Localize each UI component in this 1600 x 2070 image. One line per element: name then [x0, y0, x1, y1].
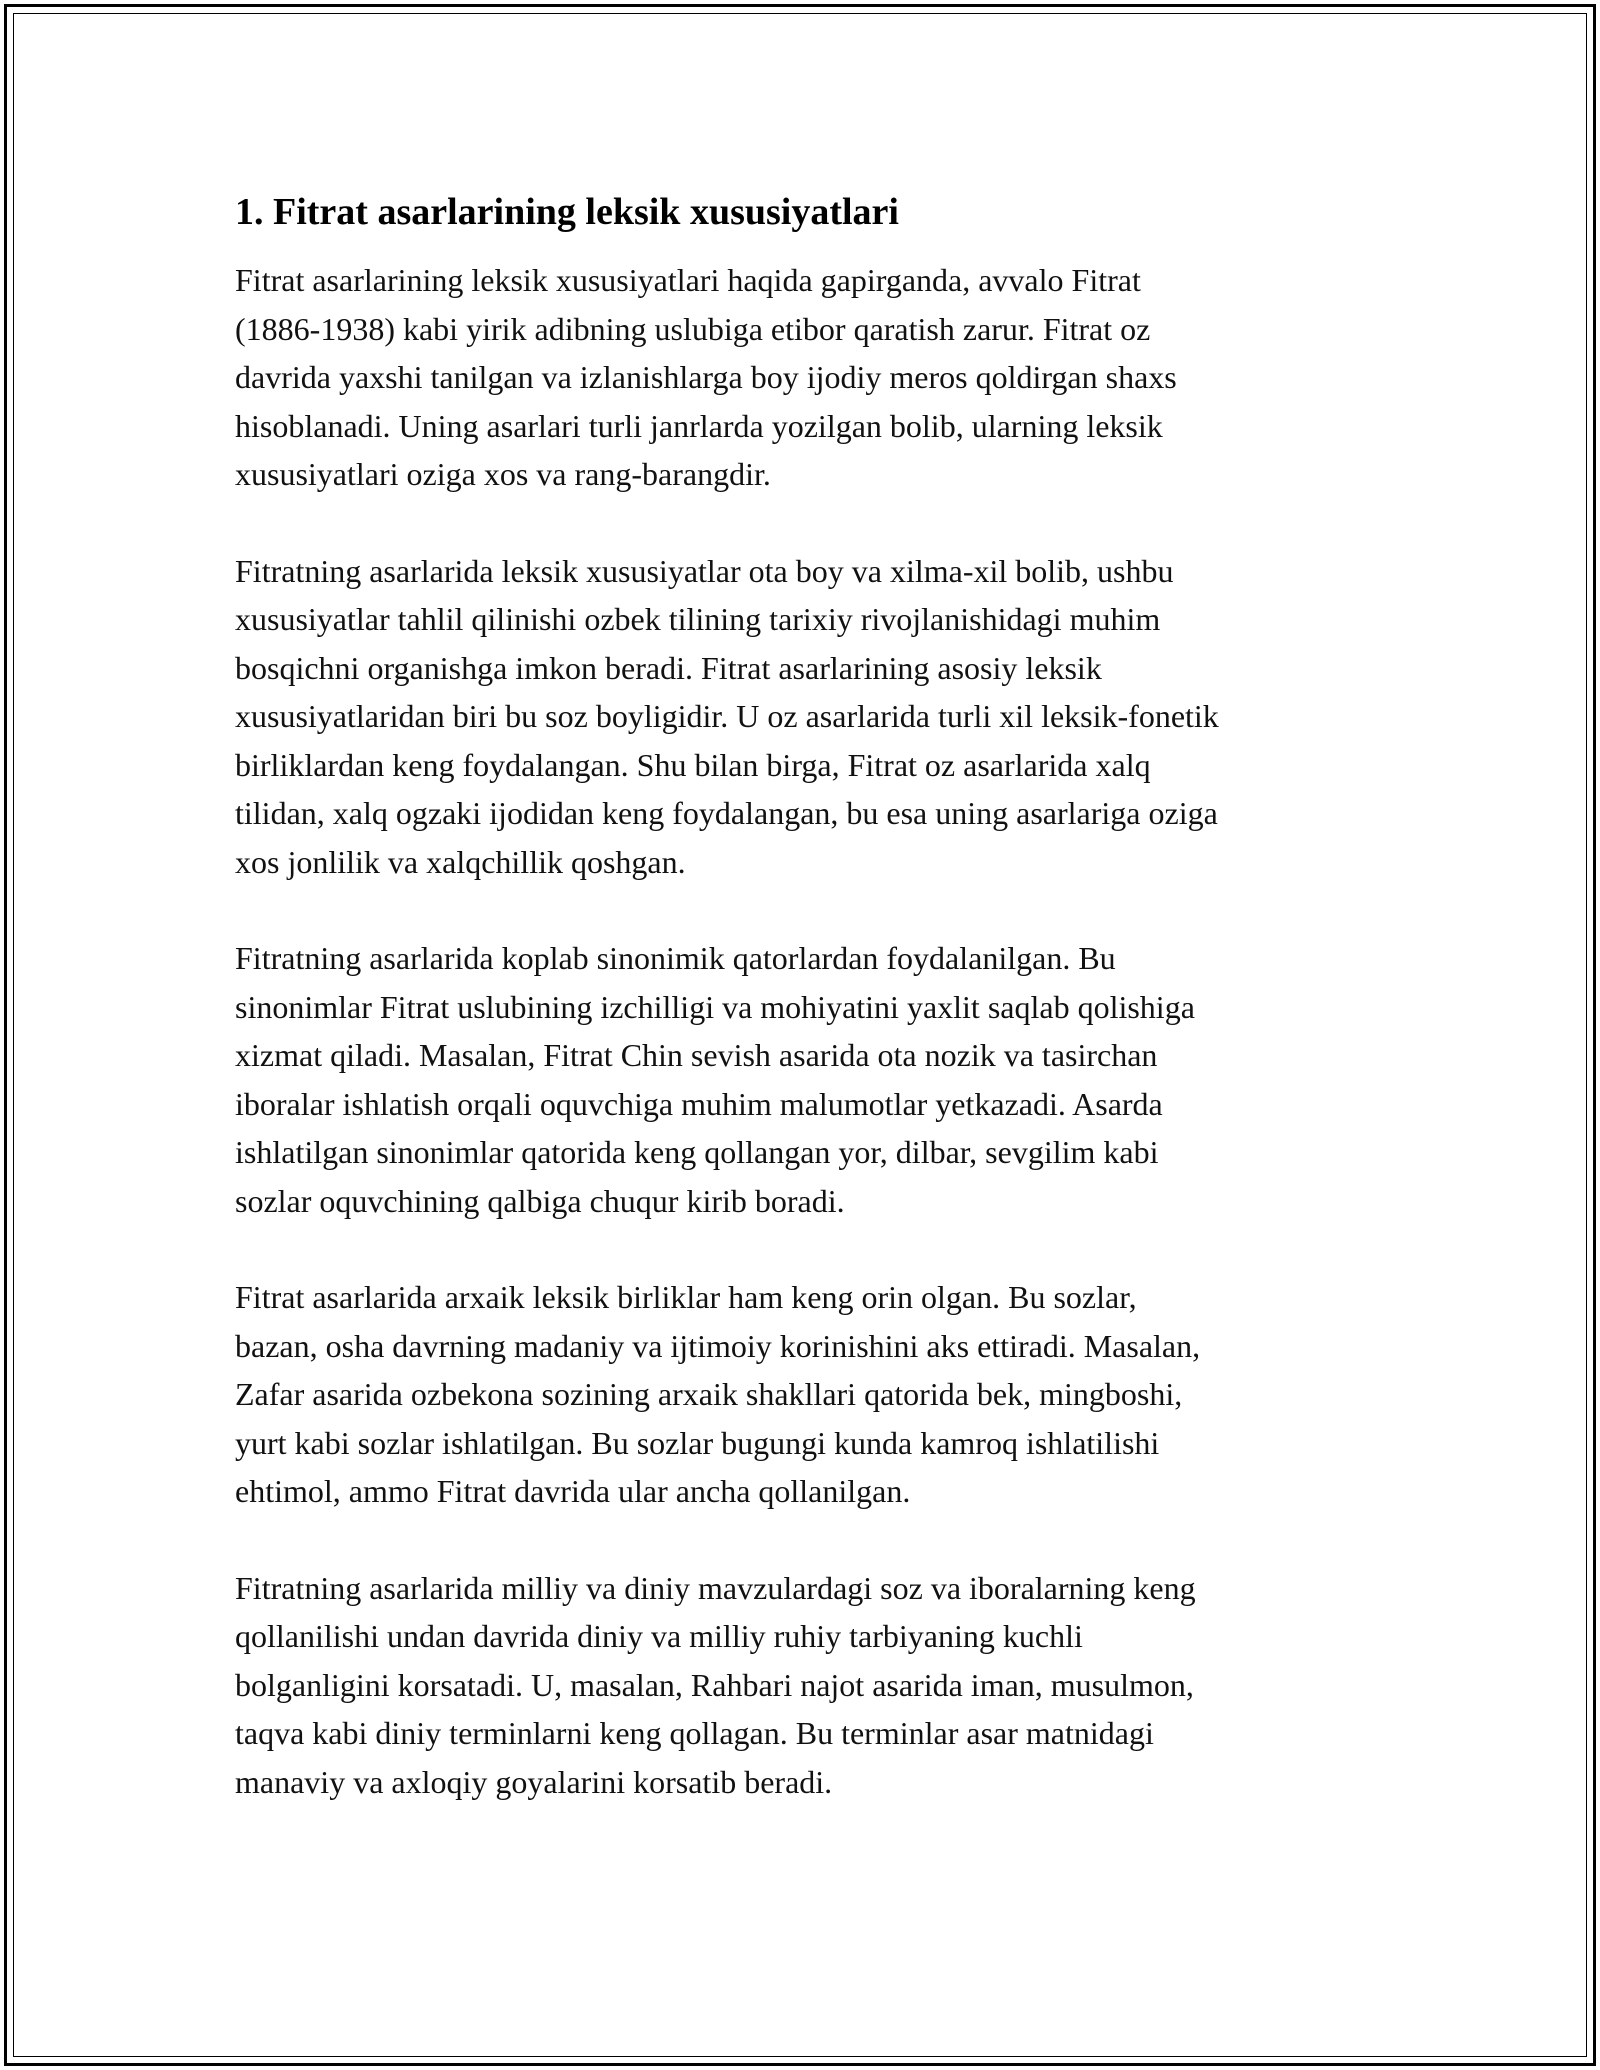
text-line: sinonimlar Fitrat uslubining izchilligi va mohiyatini yaxlit saqlab qolishiga	[235, 988, 1195, 1025]
text-line: bosqichni organishga imkon beradi. Fitrat asarlarining asosiy leksik	[235, 649, 1102, 686]
text-line: ehtimol, ammo Fitrat davrida ular ancha qollanilgan.	[235, 1473, 911, 1509]
text-line: taqva kabi diniy terminlarni keng qollagan. Bu terminlar asar matnidagi	[235, 1715, 1154, 1751]
text-line: Fitratning asarlarida koplab sinonimik qatorlardan foydalanilgan. Bu	[235, 940, 1116, 976]
text-line: Fitrat asarlarining leksik xususiyatlari haqida gapirganda, avvalo Fitrat	[235, 262, 1141, 298]
text-line: xos jonlilik va xalqchillik qoshgan.	[235, 843, 686, 880]
text-line: Fitratning asarlarida leksik xususiyatlar ota boy va xilma-xil bolib, ushbu	[235, 552, 1174, 589]
text-line: xususiyatlari oziga xos va rang-barangdir.	[235, 456, 771, 492]
text-line: xususiyatlaridan biri bu soz boyligidir. U oz asarlarida turli xil leksik-fonetik	[235, 698, 1219, 734]
text-line: iboralar ishlatish orqali oquvchiga muhim malumotlar yetkazadi. Asarda	[235, 1085, 1163, 1122]
text-line: bazan, osha davrning madaniy va ijtimoiy korinishini aks ettiradi. Masalan,	[235, 1327, 1201, 1364]
section-heading: 1. Fitrat asarlarining leksik xususiyatlari	[235, 191, 899, 233]
text-line: xizmat qiladi. Masalan, Fitrat Chin sevish asarida ota nozik va tasirchan	[235, 1037, 1158, 1073]
text-line: birliklardan keng foydalangan. Shu bilan birga, Fitrat oz asarlarida xalq	[235, 746, 1151, 783]
paragraph-3	[235, 934, 1375, 1225]
document-body	[235, 182, 1375, 1854]
paragraph-5	[235, 1564, 1375, 1807]
text-line: xususiyatlar tahlil qilinishi ozbek tilining tarixiy rivojlanishidagi muhim	[235, 601, 1161, 637]
text-line: manaviy va axloqiy goyalarini korsatib beradi.	[235, 1763, 833, 1800]
text-line: qollanilishi undan davrida diniy va milliy ruhiy tarbiyaning kuchli	[235, 1618, 1083, 1654]
paragraph-2	[235, 547, 1375, 887]
text-line: yurt kabi sozlar ishlatilgan. Bu sozlar bugungi kunda kamroq ishlatilishi	[235, 1424, 1160, 1461]
text-line: tilidan, xalq ogzaki ijodidan keng foydalangan, bu esa uning asarlariga oziga	[235, 795, 1218, 831]
text-line: Fitratning asarlarida milliy va diniy mavzulardagi soz va iboralarning keng	[235, 1569, 1196, 1606]
text-line: bolganligini korsatadi. U, masalan, Rahbari najot asarida iman, musulmon,	[235, 1666, 1194, 1703]
text-line: hisoblanadi. Uning asarlari turli janrlarda yozilgan bolib, ularning leksik	[235, 407, 1163, 444]
text-line: Zafar asarida ozbekona sozining arxaik shakllari qatorida bek, mingboshi,	[235, 1376, 1183, 1412]
paragraph-4	[235, 1273, 1375, 1516]
text-line: (1886-1938) kabi yirik adibning uslubiga etibor qaratish zarur. Fitrat oz	[235, 310, 1151, 347]
text-line: davrida yaxshi tanilgan va izlanishlarga boy ijodiy meros qoldirgan shaxs	[235, 359, 1177, 395]
paragraph-1	[235, 256, 1375, 499]
text-line: ishlatilgan sinonimlar qatorida keng qollangan yor, dilbar, sevgilim kabi	[235, 1134, 1159, 1170]
text-line: sozlar oquvchining qalbiga chuqur kirib boradi.	[235, 1182, 845, 1219]
text-line: Fitrat asarlarida arxaik leksik birliklar ham keng orin olgan. Bu sozlar,	[235, 1279, 1137, 1315]
